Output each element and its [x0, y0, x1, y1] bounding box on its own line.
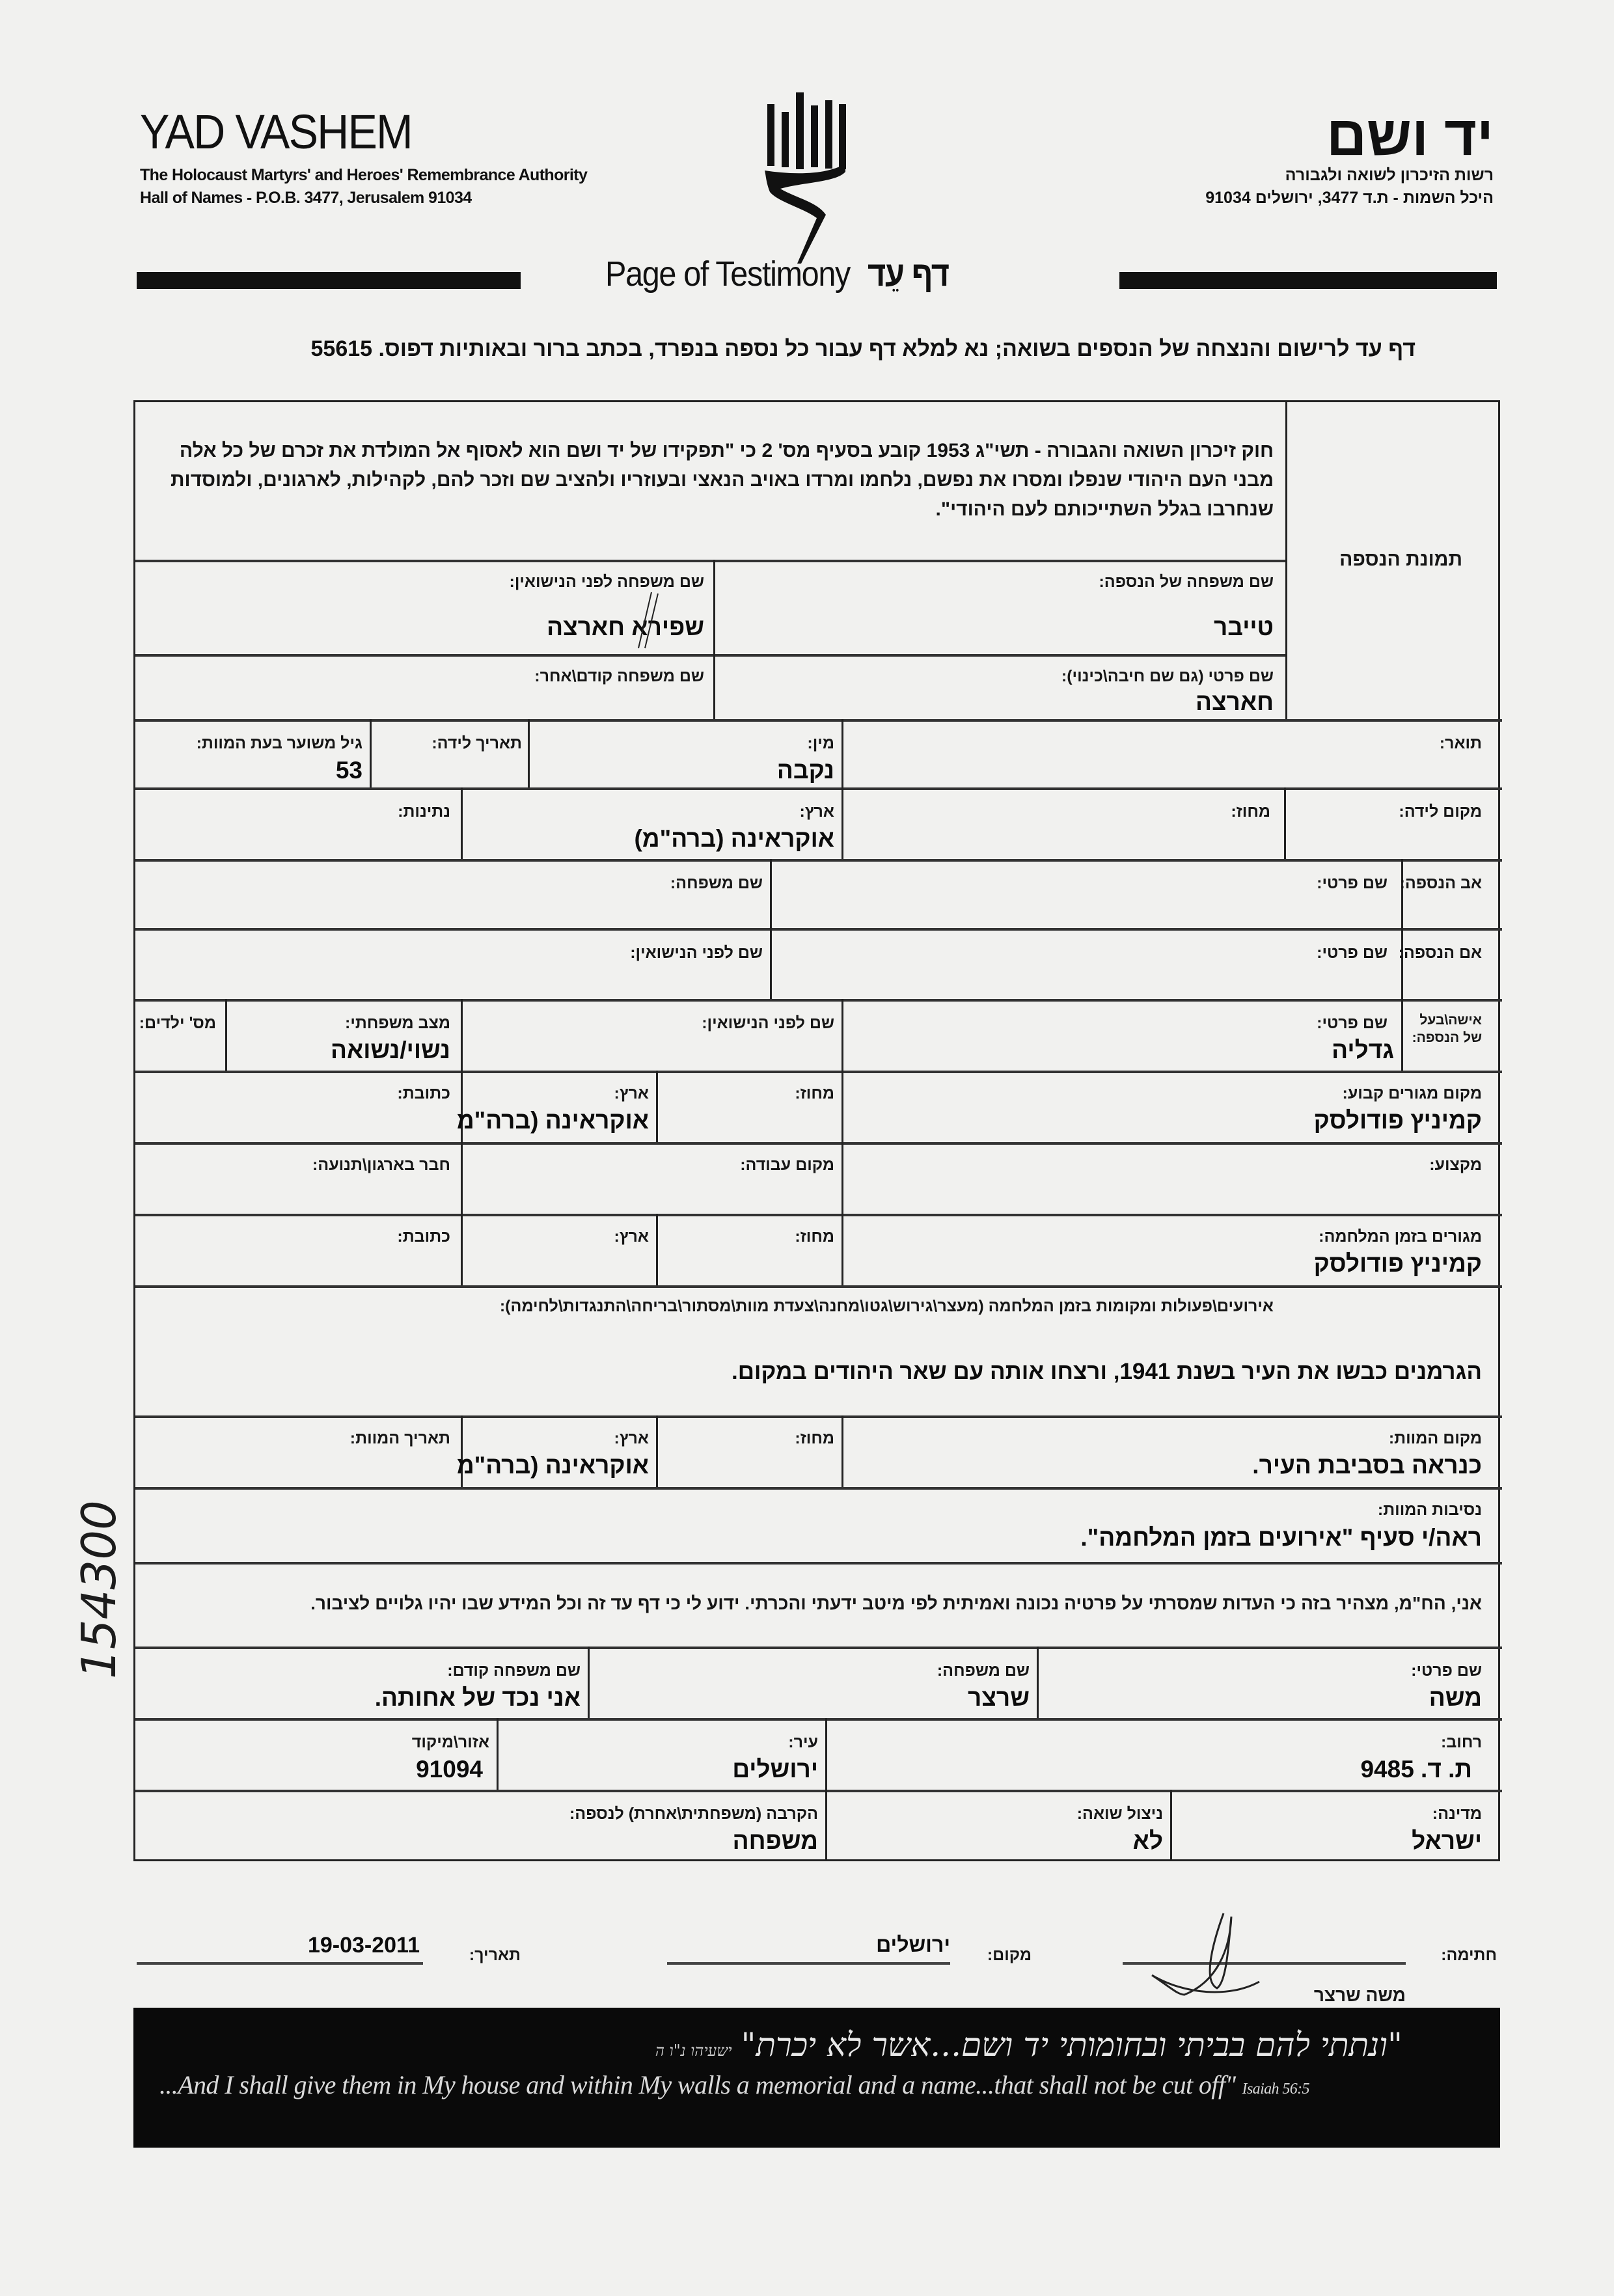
place-value[interactable]: ירושלים [876, 1933, 950, 1956]
wartime-events-value[interactable]: הגרמנים כבשו את העיר בשנת 1941, ורצחו אותה עם שאר היהודים במקום. [731, 1359, 1482, 1384]
victim-age-value[interactable]: 53 [335, 757, 362, 784]
father-row-label: אב הנספה: [1399, 874, 1482, 892]
date-value[interactable]: 19-03-2011 [307, 1933, 420, 1958]
spouse-maiden-name-label: שם לפני הנישואין: [702, 1014, 834, 1032]
death-district-label: מחוז: [795, 1429, 834, 1447]
victim-previous-surname-label: שם משפחה קודם\אחר: [534, 667, 704, 685]
victim-surname-value[interactable]: טייבר [1213, 614, 1274, 640]
victim-first-name-label: שם פרטי (גם שם חיבה\כינוי): [1061, 667, 1274, 685]
page-title [605, 254, 949, 294]
marital-status-label: מצב משפחתי: [345, 1014, 450, 1032]
submitter-surname-value[interactable]: שרצר [968, 1684, 1030, 1711]
death-place-value[interactable]: כנראה בסביבת העיר. [1252, 1452, 1482, 1479]
victim-maiden-name-value[interactable]: שפירא חארצה [547, 614, 704, 640]
signature-scribble-icon[interactable] [1145, 1910, 1276, 2001]
victim-gender-label: מין: [807, 734, 834, 752]
scripture-english [159, 2070, 1309, 2100]
header-rule-left [137, 272, 521, 289]
submitter-street-label: רחוב: [1440, 1733, 1482, 1751]
death-circumstances-label: נסיבות המוות: [1377, 1501, 1482, 1519]
spouse-row-label-line1: אישה\בעל [1419, 1013, 1482, 1028]
yad-vashem-logo-icon [758, 91, 862, 267]
submitter-country-value[interactable]: ישראל [1412, 1827, 1482, 1854]
death-circumstances-value[interactable]: ראה/י סעיף "אירועים בזמן המלחמה". [1080, 1524, 1482, 1551]
father-surname-label: שם משפחה: [670, 874, 763, 892]
wartime-country-label: ארץ: [614, 1227, 649, 1246]
wartime-district-label: מחוז: [795, 1227, 834, 1246]
submitter-previous-surname-label: שם משפחה קודם: [447, 1661, 581, 1680]
date-label: תאריך: [469, 1946, 521, 1964]
relationship-value[interactable]: משפחה [732, 1827, 818, 1854]
mother-first-name-label: שם פרטי: [1317, 944, 1388, 962]
death-country-label: ארץ: [614, 1429, 649, 1447]
wartime-residence-label: מגורים בזמן המלחמה: [1319, 1227, 1482, 1246]
header-rule-right [1119, 272, 1497, 289]
org-address-hebrew: היכל השמות - ת.ד 3477, ירושלים 91034 [1205, 189, 1494, 207]
victim-nationality-label: נתינות: [398, 802, 450, 821]
residence-district-label: מחוז: [795, 1084, 834, 1102]
submitter-surname-label: שם משפחה: [937, 1661, 1030, 1680]
victim-birth-country-label: ארץ: [799, 802, 834, 821]
holocaust-survivor-value[interactable]: לא [1132, 1827, 1163, 1854]
mother-row-label: אם הנספה: [1398, 944, 1482, 962]
submitter-zip-value[interactable]: 91094 [416, 1756, 483, 1783]
wartime-residence-value[interactable]: קמיניץ פודולסק [1313, 1250, 1482, 1277]
relationship-label: הקרבה (משפחתית\אחרת) לנספה: [569, 1805, 818, 1823]
spouse-first-name-label: שם פרטי: [1317, 1014, 1388, 1032]
victim-gender-value[interactable]: נקבה [776, 757, 834, 784]
victim-title-label: תואר: [1439, 734, 1482, 752]
submitter-city-value[interactable]: ירושלים [732, 1756, 818, 1783]
organization-label: חבר בארגון\תנועה: [312, 1156, 450, 1174]
victim-first-name-value[interactable]: חארצה [1196, 689, 1274, 715]
scripture-banner [133, 2008, 1500, 2148]
victim-photo-label: תמונת הנספה [1339, 549, 1462, 570]
page-title-english: Page of Testimony [605, 254, 850, 294]
signature-label: חתימה: [1441, 1946, 1497, 1964]
submitter-first-name-value[interactable]: משה [1429, 1684, 1482, 1711]
victim-age-label: גיל משוער בעת המוות: [196, 734, 362, 752]
submitter-zip-label: אזור\מיקוד [411, 1733, 489, 1751]
testimony-form [133, 400, 1500, 1861]
page-title-hebrew: דף עֵד [867, 254, 949, 294]
victim-birth-country-value[interactable]: אוקראינה (ברה"מ) [634, 825, 834, 852]
place-line [667, 1962, 950, 1965]
spouse-row-label-line2: של הנספה: [1412, 1030, 1482, 1045]
victim-birthplace-label: מקום לידה: [1399, 802, 1482, 821]
scripture-hebrew-ref: ישעיהו נ"ו ה [655, 2042, 732, 2060]
residence-address-label: כתובת: [397, 1084, 450, 1102]
residence-country-label: ארץ: [614, 1084, 649, 1102]
org-subtitle-hebrew: רשות הזיכרון לשואה ולגבורה [1285, 166, 1494, 184]
residence-country-value[interactable]: אוקראינה (ברה"מ [456, 1107, 649, 1134]
marital-status-value[interactable]: נשוי/נשואה [330, 1037, 450, 1063]
death-country-value[interactable]: אוקראינה (ברה"מ [456, 1452, 649, 1479]
strikethrough-mark-icon [633, 591, 659, 649]
holocaust-survivor-label: ניצול שואה: [1076, 1805, 1163, 1823]
submitter-street-value[interactable]: ת. ד. 9485 [1360, 1756, 1472, 1783]
wartime-address-label: כתובת: [397, 1227, 450, 1246]
death-place-label: מקום המוות: [1388, 1429, 1482, 1447]
place-label: מקום: [987, 1946, 1032, 1964]
scripture-hebrew-text: "ונתתי להם בביתי ובחומותי יד ושם...אשר לא יכרת" [741, 2026, 1402, 2064]
org-name-hebrew: יד ושם [1326, 105, 1494, 167]
children-count-label: מס' ילדים: [139, 1014, 216, 1032]
org-subtitle-english: The Holocaust Martyrs' and Heroes' Remembrance Authority [140, 166, 588, 184]
signer-name: משה שרצר [1313, 1985, 1406, 2005]
victim-photo-box[interactable] [1287, 402, 1499, 719]
victim-birth-district-label: מחוז: [1231, 802, 1270, 821]
submitter-first-name-label: שם פרטי: [1411, 1661, 1482, 1680]
declaration-text: אני, הח"מ, מצהיר בזה כי העדות שמסרתי על פרטיה נכונה ואמיתית לפי מיטב ידעתי והכרתי. ידוע לי כי דף עד זה וכל המידע שבו יהיו גלויים לציבור. [310, 1593, 1482, 1613]
scripture-english-ref: Isaiah 56:5 [1242, 2081, 1309, 2098]
scripture-hebrew [655, 2026, 1402, 2064]
victim-maiden-name-label: שם משפחה לפני הנישואין: [509, 573, 704, 591]
scripture-english-text: ...And I shall give them in My house and within My walls a memorial and a name...that shall not be cut off" [159, 2070, 1236, 2099]
wartime-events-label: אירועים\פעולות ומקומות בזמן המלחמה (מעצר\גירוש\גטו\מחנה\צעדת מוות\מסתור\בריחה\התנגדות\לחימה): [499, 1297, 1274, 1315]
org-address-english: Hall of Names - P.O.B. 3477, Jerusalem 91034 [140, 189, 472, 207]
mother-maiden-name-label: שם לפני הנישואין: [630, 944, 763, 962]
death-date-label: תאריך המוות: [349, 1429, 450, 1447]
submitter-country-label: מדינה: [1432, 1805, 1482, 1823]
submitter-previous-surname-value[interactable]: אני נכד של אחותה. [374, 1684, 581, 1711]
spouse-first-name-value[interactable]: גדליה [1332, 1037, 1394, 1063]
profession-label: מקצוע: [1429, 1156, 1482, 1174]
date-line [137, 1962, 423, 1965]
workplace-label: מקום עבודה: [740, 1156, 834, 1174]
submitter-city-label: עיר: [788, 1733, 818, 1751]
father-first-name-label: שם פרטי: [1317, 874, 1388, 892]
org-name-english: YAD VASHEM [140, 105, 412, 159]
victim-surname-label: שם משפחה של הנספה: [1099, 573, 1274, 591]
memorial-law-text: חוק זיכרון השואה והגבורה - תשי"ג 1953 קובע בסעיף מס' 2 כי "תפקידו של יד ושם הוא לאסוף אל המולדת את זכרם של כל אלה מבני העם היהודי שנפלו ומסרו את נפשם, נלחמו ומרדו באויב הנאצי ובעוזריו ולהציב שם וזכר להם, לקהילות, לארגונים, ולמוסדות שנחרבו בגלל השתייכותם לעם היהודי". [171, 440, 1274, 520]
form-instructions: דף עד לרישום והנצחה של הנספים בשואה; נא למלא דף עבור כל נספה בנפרד, בכתב ברור ובאותיות דפוס. 55615 [310, 336, 1416, 361]
residence-place-value[interactable]: קמיניץ פודולסק [1313, 1107, 1482, 1134]
residence-place-label: מקום מגורים קבוע: [1342, 1084, 1482, 1102]
victim-birth-date-label: תאריך לידה: [431, 734, 522, 752]
